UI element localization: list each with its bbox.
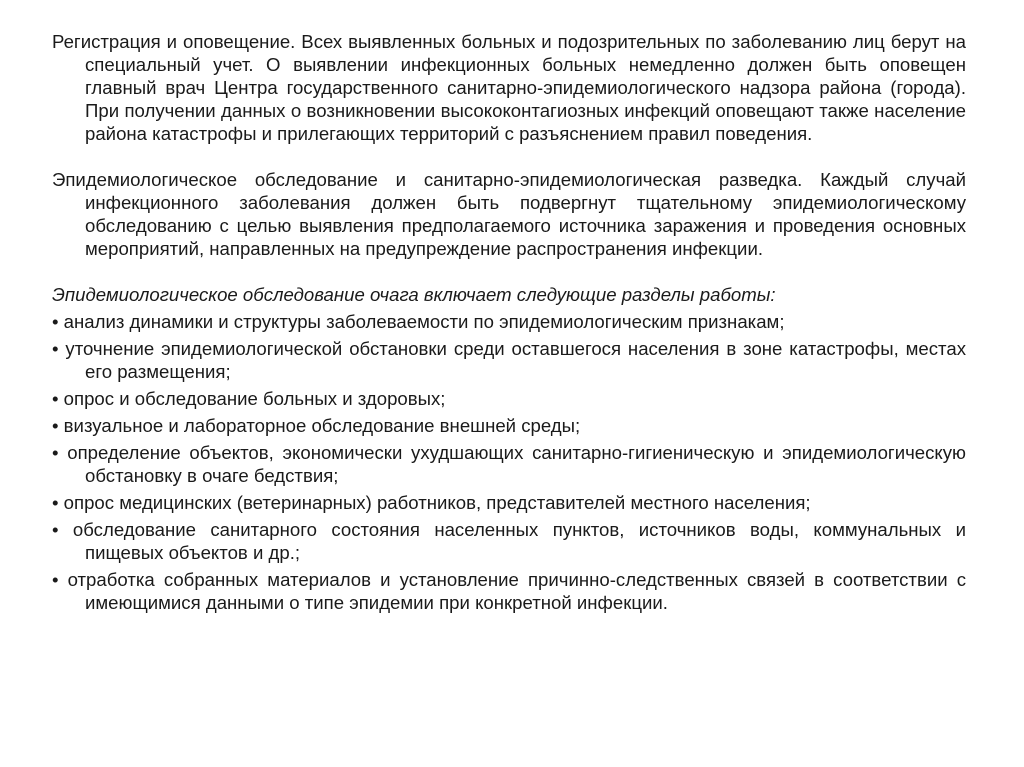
bullet-item-0: • анализ динамики и структуры заболеваемости по эпидемиологическим признакам; <box>52 311 785 332</box>
spacer <box>52 260 966 283</box>
paragraph-registration: Регистрация и оповещение. Всех выявленных больных и подозрительных по заболеванию лиц берут на специальный учет. О выявлении инфекционных больных немедленно должен быть оповещен главный врач Центра государственного санитарно-эпидемиологического надзора района (города). При получении данных о возникновении высококонтагиозных инфекций оповещают также население района катастрофы и прилегающих территорий с разъяснением правил поведения. <box>52 31 966 144</box>
bullet-item-4: • определение объектов, экономически ухудшающих санитарно-гигиеническую и эпидемиологическую обстановку в очаге бедствия; <box>52 442 966 486</box>
bullet-list <box>52 310 966 614</box>
slide-content <box>52 30 966 614</box>
bullet-item-5: • опрос медицинских (ветеринарных) работников, представителей местного населения; <box>52 492 811 513</box>
bullet-item-7: • отработка собранных материалов и установление причинно-следственных связей в соответствии с имеющимися данными о типе эпидемии при конкретной инфекции. <box>52 569 966 613</box>
bullet-item-2: • опрос и обследование больных и здоровых; <box>52 388 446 409</box>
bullet-item-6: • обследование санитарного состояния населенных пунктов, источников воды, коммунальных и пищевых объектов и др.; <box>52 519 966 563</box>
bullet-item-1: • уточнение эпидемиологической обстановки среди оставшегося населения в зоне катастрофы, местах его размещения; <box>52 338 966 382</box>
bullet-item-3: • визуальное и лабораторное обследование внешней среды; <box>52 415 581 436</box>
spacer <box>52 145 966 168</box>
sections-heading: Эпидемиологическое обследование очага включает следующие разделы работы: <box>52 284 776 305</box>
paragraph-investigation: Эпидемиологическое обследование и санитарно-эпидемиологическая разведка. Каждый случай инфекционного заболевания должен быть подвергнут тщательному эпидемиологическому обследованию с целью выявления предполагаемого источника заражения и проведения основных мероприятий, направленных на предупреждение распространения инфекции. <box>52 169 966 259</box>
